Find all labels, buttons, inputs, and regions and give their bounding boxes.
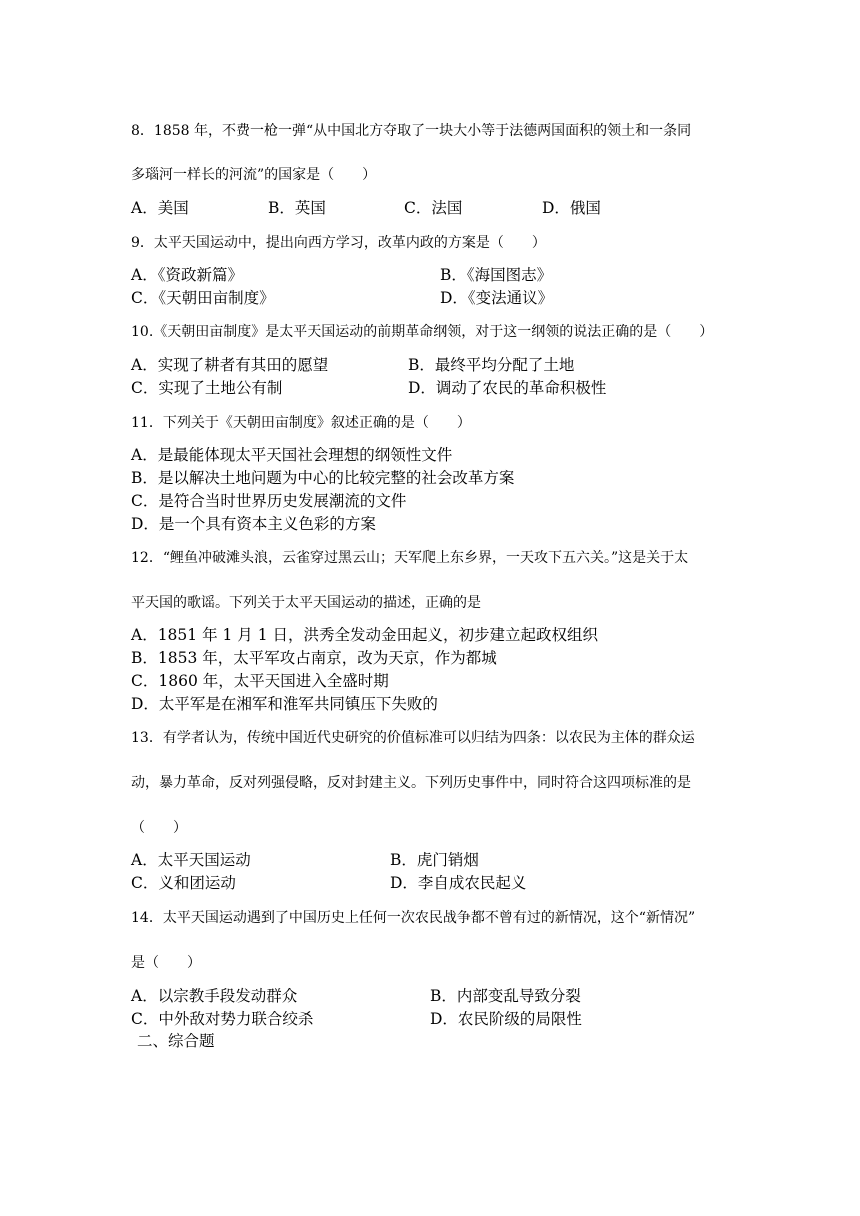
question-11-stem: 11．下列关于《天朝田亩制度》叙述正确的是（ ） (131, 415, 471, 431)
question-13-option-c: C．义和团运动 (131, 874, 236, 892)
question-14-option-c: C．中外敌对势力联合绞杀 (131, 1010, 314, 1028)
question-12-option-c: C．1860 年，太平天国进入全盛时期 (131, 672, 389, 690)
question-9-stem: 9．太平天国运动中，提出向西方学习，改革内政的方案是（ ） (131, 235, 546, 251)
question-10-option-a: A．实现了耕者有其田的愿望 (131, 356, 329, 374)
question-13-stem-line-1: 13．有学者认为，传统中国近代史研究的价值标准可以归结为四条：以农民为主体的群众运 (131, 730, 695, 746)
question-9-option-d: D．《变法通议》 (440, 289, 554, 307)
question-14-option-d: D．农民阶级的局限性 (430, 1010, 582, 1028)
question-12-option-d: D．太平军是在湘军和淮军共同镇压下失败的 (131, 695, 438, 713)
question-9-option-c: C．《天朝田亩制度》 (131, 289, 275, 307)
question-12-option-b: B．1853 年，太平军攻占南京，改为天京，作为都城 (131, 649, 497, 667)
question-11-option-d: D．是一个具有资本主义色彩的方案 (131, 515, 376, 533)
question-8-stem-line-2: 多瑙河一样长的河流”的国家是（ ） (131, 167, 377, 183)
question-10-option-d: D．调动了农民的革命积极性 (408, 379, 607, 397)
question-8-option-b: B．英国 (268, 199, 326, 217)
question-9-option-b: B．《海国图志》 (440, 266, 553, 284)
question-13-option-b: B．虎门销烟 (390, 851, 479, 869)
question-11-option-b: B．是以解决土地问题为中心的比较完整的社会改革方案 (131, 469, 515, 487)
question-14-option-a: A．以宗教手段发动群众 (131, 987, 298, 1005)
question-8-stem-line-1: 8．1858 年，不费一枪一弹“从中国北方夺取了一块大小等于法德两国面积的领土和一条同 (131, 123, 692, 139)
question-13-stem-line-3: （ ） (131, 820, 187, 836)
question-11-option-a: A．是最能体现太平天国社会理想的纲领性文件 (131, 446, 453, 464)
question-14-stem-line-2: 是（ ） (131, 955, 201, 971)
question-8-option-c: C．法国 (404, 199, 463, 217)
question-10-option-b: B．最终平均分配了土地 (408, 356, 575, 374)
question-9-option-a: A．《资政新篇》 (131, 266, 243, 284)
question-13-option-a: A．太平天国运动 (131, 851, 251, 869)
question-14-stem-line-1: 14．太平天国运动遇到了中国历史上任何一次农民战争都不曾有过的新情况，这个“新情况” (131, 910, 696, 926)
question-10-stem: 10.《天朝田亩制度》是太平天国运动的前期革命纲领，对于这一纲领的说法正确的是（ ） (131, 324, 714, 340)
question-13-option-d: D．李自成农民起义 (390, 874, 527, 892)
question-12-stem-line-2: 平天国的歌谣。下列关于太平天国运动的描述，正确的是 (131, 595, 481, 611)
question-12-option-a: A．1851 年 1 月 1 日，洪秀全发动金田起义，初步建立起政权组织 (131, 626, 598, 644)
question-12-stem-line-1: 12．“鲤鱼冲破滩头浪，云雀穿过黑云山；天军爬上东乡界，一天攻下五六关。”这是关于太 (131, 550, 689, 566)
question-8-option-d: D．俄国 (542, 199, 601, 217)
question-8-option-a: A．美国 (131, 199, 189, 217)
question-11-option-c: C．是符合当时世界历史发展潮流的文件 (131, 492, 407, 510)
question-13-stem-line-2: 动，暴力革命，反对列强侵略，反对封建主义。下列历史事件中，同时符合这四项标准的是 (131, 775, 691, 791)
question-10-option-c: C．实现了土地公有制 (131, 379, 283, 397)
section-title: 二、综合题 (137, 1032, 215, 1050)
question-14-option-b: B．内部变乱导致分裂 (430, 987, 581, 1005)
